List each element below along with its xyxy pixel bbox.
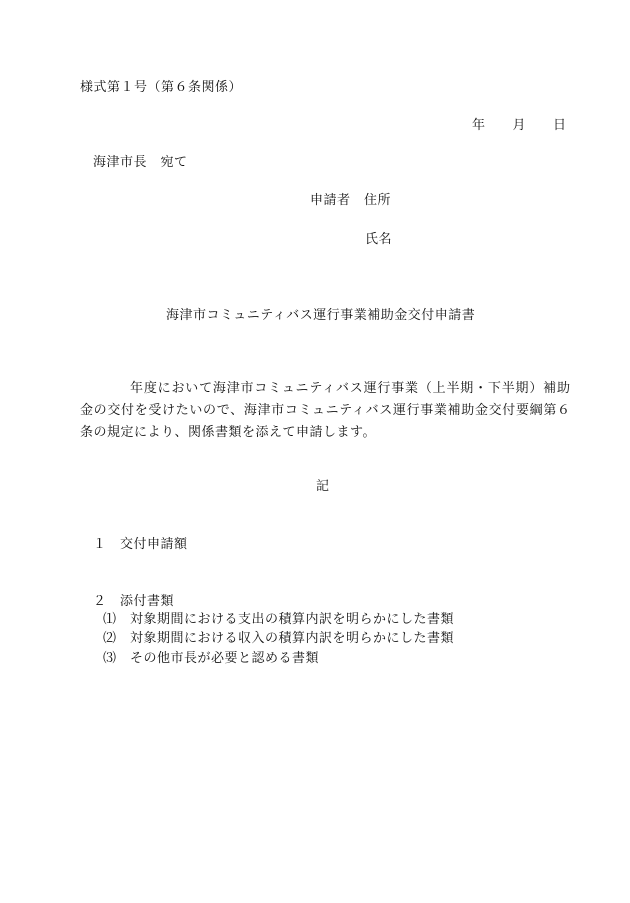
ki-heading: 記	[316, 479, 330, 494]
document-title: 海津市コミュニティバス運行事業補助金交付申請書	[166, 308, 476, 323]
list-item: ⑵ 対象期間における収入の積算内訳を明らかにした書類	[103, 631, 455, 646]
applicant-address-label: 申請者 住所	[310, 193, 392, 208]
body-line-1: 年度において海津市コミュニティバス運行事業（上半期・下半期）補助	[130, 381, 570, 396]
applicant-name-label: 氏名	[365, 232, 393, 247]
item-application-amount: １ 交付申請額	[93, 537, 188, 552]
body-line-2: 金の交付を受けたいので、海津市コミュニティバス運行事業補助金交付要綱第６	[80, 403, 570, 418]
list-item: ⑴ 対象期間における支出の積算内訳を明らかにした書類	[103, 612, 455, 627]
form-number: 様式第１号（第６条関係）	[80, 80, 243, 95]
item-attached-documents: ２ 添付書類	[93, 594, 175, 609]
date-line: 年 月 日	[472, 118, 567, 133]
addressee: 海津市長 宛て	[93, 155, 188, 170]
list-item: ⑶ その他市長が必要と認める書類	[103, 651, 320, 666]
body-line-3: 条の規定により、関係書類を添えて申請します。	[80, 425, 376, 440]
